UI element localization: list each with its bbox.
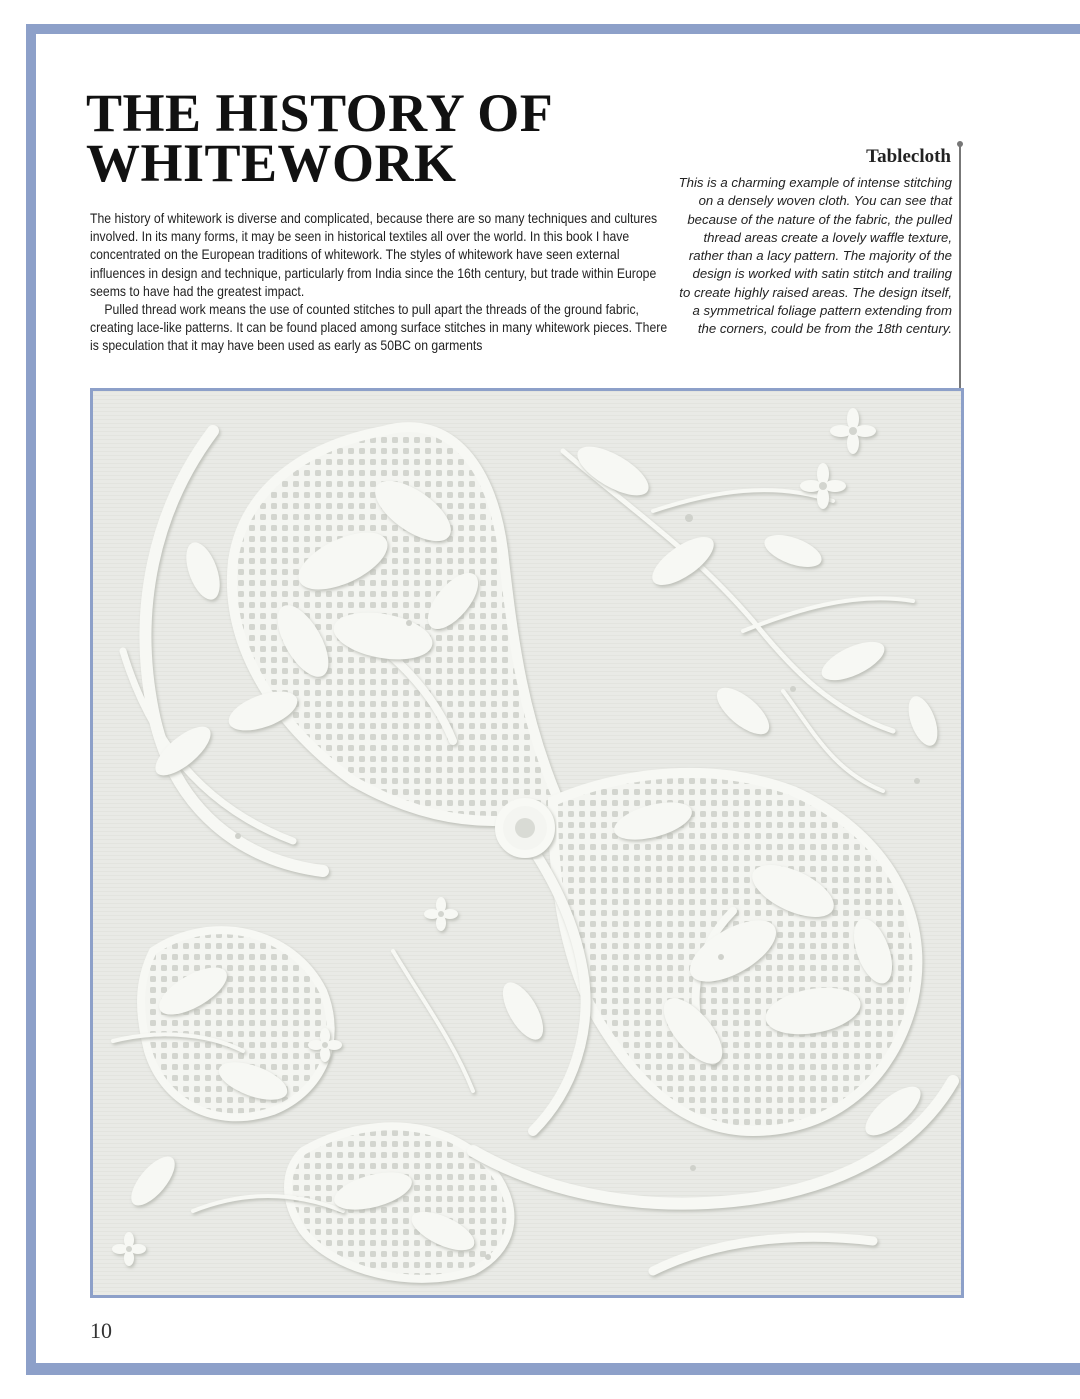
- body-paragraph-2: Pulled thread work means the use of counted stitches to pull apart the threads of the ground fabric, creating lace-like patterns. It can be found placed among surface stitches in many whitework pieces. There is speculation that it may have been used as early as 50BC on garments: [90, 302, 668, 354]
- page-frame-bottom: [26, 1363, 1080, 1375]
- page-title-line-2: WHITEWORK: [86, 133, 457, 193]
- page-frame-top: [26, 24, 1080, 34]
- body-text: [90, 210, 675, 356]
- page-number: 10: [90, 1318, 112, 1343]
- tablecloth-embroidery-illustration: [93, 391, 961, 1295]
- body-paragraph-1: The history of whitework is diverse and complicated, because there are so many techniques and cultures involved. In its many forms, it may be seen in historical textiles all over the world. In this book I have concentrated on the European traditions of whitework. The styles of whitework have seen external influences in design and technique, particularly from India since the 16th century, but trade within Europe seems to have had the greatest impact.: [90, 211, 658, 299]
- page-title: [86, 83, 686, 193]
- page-title-line-1: THE HISTORY OF: [86, 83, 554, 143]
- caption-text: This is a charming example of intense stitching on a densely woven cloth. You can see that because of the nature of the fabric, the pulled thread areas create a lovely waffle texture, rather than a lacy pattern. The majority of the design is worked with satin stitch and trailing to create highly raised areas. The design itself, a symmetrical foliage pattern extending from the corners, could be from the 18th century.: [678, 175, 952, 337]
- caption-rule: [959, 145, 961, 388]
- page-frame-left: [26, 24, 36, 1375]
- caption-title: Tablecloth: [866, 146, 951, 167]
- tablecloth-photo: [90, 388, 964, 1298]
